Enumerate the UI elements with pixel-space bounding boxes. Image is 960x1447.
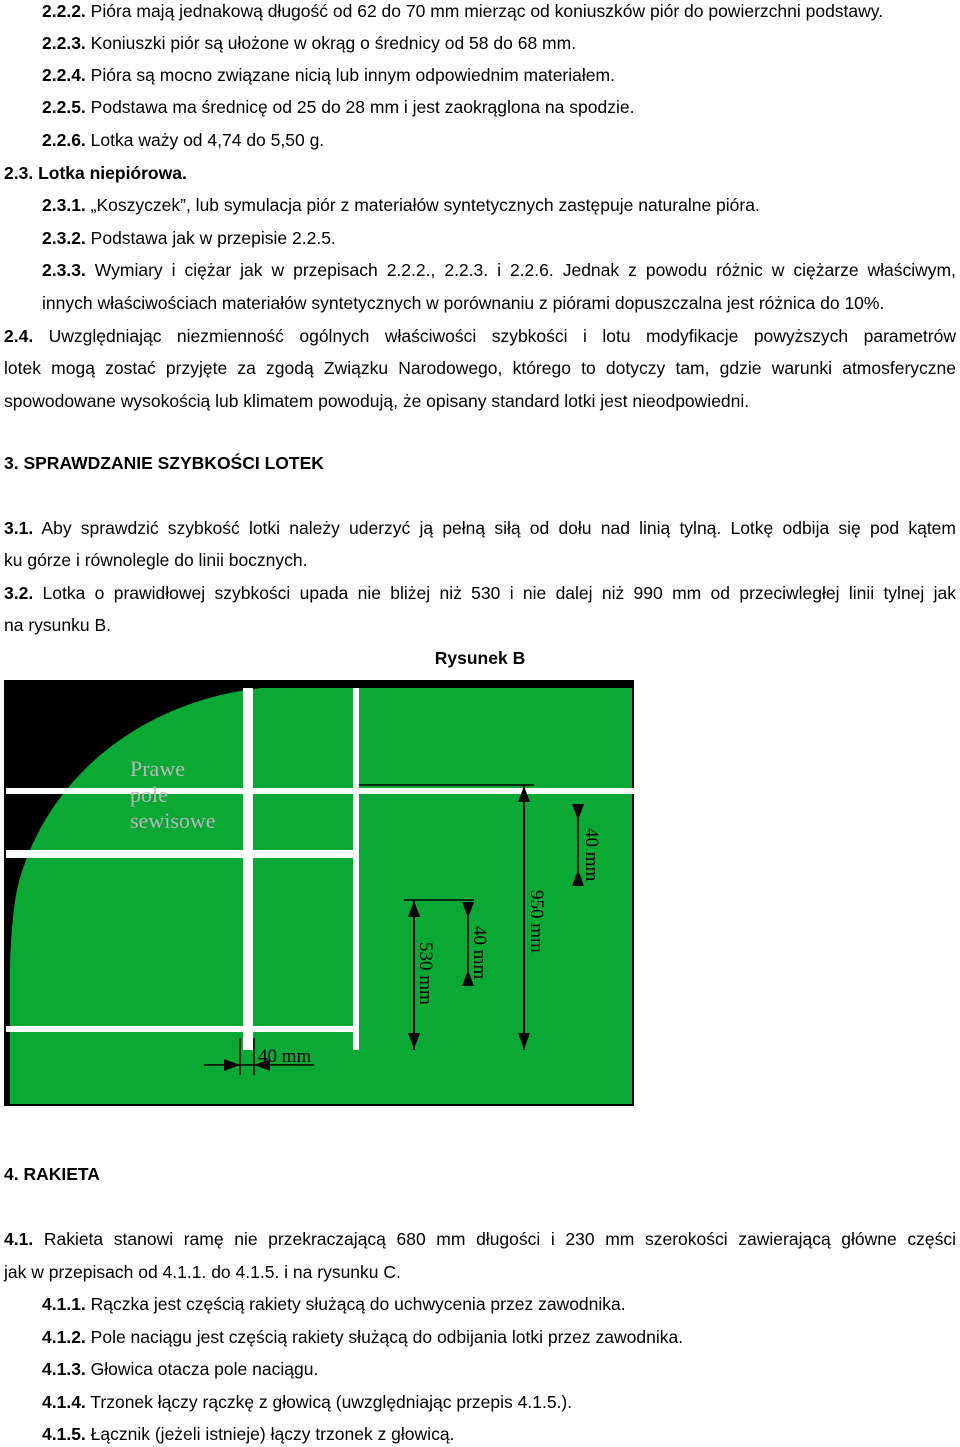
rule-number: 2.3.3. [42,260,86,280]
rule-text: ku górze i równolegle do linii bocznych. [4,550,308,570]
court-label-line1: Prawe [130,756,185,781]
rule-number: 2.2.3. [42,33,86,53]
heading-text: 3. SPRAWDZANIE SZYBKOŚCI LOTEK [4,453,324,473]
rule-3-1-cont [4,549,308,571]
court-label-line3: sewisowe [130,808,216,833]
horizontal-line-bottom [6,1026,356,1032]
rule-text: Lotka waży od 4,74 do 5,50 g. [85,130,325,150]
rule-text: Trzonek łączy rączkę z głowicą (uwzględniając przepis 4.1.5.). [85,1392,573,1412]
rule-text: jak w przepisach od 4.1.1. do 4.1.5. i na rysunku C. [4,1262,401,1282]
heading-text: 4. RAKIETA [4,1164,100,1184]
rule-2-3-2 [42,227,336,249]
rule-number: 2.3.1. [42,195,86,215]
rule-text: „Koszyczek”, lub symulacja piór z materiałów syntetycznych zastępuje naturalne pióra. [85,195,760,215]
rule-number: 2.2.6. [42,130,86,150]
rule-2-2-5 [42,96,634,118]
rule-number: 2.3.2. [42,228,86,248]
rule-2-4-cont-1 [4,357,956,379]
rule-text: Lotka niepiórowa. [33,163,187,183]
rule-2-2-3 [42,32,576,54]
rule-3-1 [4,517,956,539]
rule-text: spowodowane wysokością lub klimatem powodują, że opisany standard lotki jest nieodpowiedni. [4,391,750,411]
rule-number: 2.2.5. [42,97,86,117]
rule-text: Podstawa jak w przepisie 2.2.5. [85,228,336,248]
rule-text: na rysunku B. [4,615,111,635]
dim-40-bottom-label: 40 mm [258,1046,312,1067]
rule-4-1-4 [42,1391,572,1413]
rule-3-2 [4,582,956,604]
rule-text: Głowica otacza pole naciągu. [85,1359,319,1379]
rule-4-1 [4,1228,956,1250]
horizontal-line-mid [6,850,356,858]
rule-4-1-2 [42,1326,683,1348]
rule-number: 4.1.1. [42,1294,86,1314]
rule-number: 4.1.2. [42,1327,86,1347]
rule-2-2-2 [42,0,883,22]
rule-4-1-cont [4,1261,401,1283]
rule-3-2-cont [4,614,111,636]
vertical-line-left [243,688,253,1050]
rule-text: Rakieta stanowi ramę nie przekraczającą 680 mm długości i 230 mm szerokości zawierającą główne części [33,1229,956,1249]
rule-text: Pióra mają jednakową długość od 62 do 70 mm mierząc od koniuszków piór do powierzchni podstawy. [85,1,884,21]
court-label-line2: pole [130,782,168,807]
rule-number: 2.2.2. [42,1,86,21]
rule-2-3-1 [42,194,760,216]
dim-40-top-label: 40 mm [581,828,602,882]
rule-number: 4.1.4. [42,1392,86,1412]
rule-number: 3.1. [4,518,34,538]
rule-2-4 [4,325,956,347]
section-4-heading [4,1163,100,1185]
rule-text: Łącznik (jeżeli istnieje) łączy trzonek z głowicą. [85,1424,455,1444]
rule-text: Koniuszki piór są ułożone w okrąg o średnicy od 58 do 68 mm. [85,33,577,53]
rule-text: innych właściwościach materiałów syntetycznych w porównaniu z piórami dopuszczalna jest różnica do 10%. [42,293,885,313]
rule-2-2-4 [42,64,615,86]
rule-number: 4.1.3. [42,1359,86,1379]
rule-2-2-6 [42,129,324,151]
rule-number: 3.2. [4,583,34,603]
rule-4-1-3 [42,1358,318,1380]
rule-number: 4.1.5. [42,1424,86,1444]
rule-text: Podstawa ma średnicę od 25 do 28 mm i jest zaokrąglona na spodzie. [85,97,635,117]
rule-number: 2.4. [4,326,34,346]
rule-text: Rączka jest częścią rakiety służącą do uchwycenia przez zawodnika. [85,1294,626,1314]
rule-2-3-3 [42,259,956,281]
section-3-heading [4,452,324,474]
figure-caption [0,647,960,669]
dim-950-label: 950 mm [526,890,547,953]
rule-text: Wymiary i ciężar jak w przepisach 2.2.2., 2.2.3. i 2.2.6. Jednak z powodu różnic w ciężarze właściwym, [85,260,956,280]
rule-2-3-3-cont [42,292,884,314]
rule-number: 2.3. [4,163,34,183]
rule-number: 2.2.4. [42,65,86,85]
rule-text: Lotka o prawidłowej szybkości upada nie bliżej niż 530 i nie dalej niż 990 mm od przeciwległej linii tylnej jak [33,583,956,603]
rule-text: Pióra są mocno związane nicią lub innym odpowiednim materiałem. [85,65,615,85]
rule-text: Aby sprawdzić szybkość lotki należy uderzyć ją pełną siłą od dołu nad linią tylną. Lotkę odbija się pod kątem [33,518,956,538]
vertical-line-right [353,688,359,1050]
horizontal-line-top [6,788,634,794]
dim-40-mid-label: 40 mm [469,926,490,980]
rule-2-3 [4,162,187,184]
caption-text: Rysunek B [434,648,526,668]
rule-text: Uwzględniając niezmienność ogólnych właściwości szybkości i lotu modyfikacje powyższych parametrów [33,326,956,346]
rule-4-1-5 [42,1423,454,1445]
rule-number: 4.1. [4,1229,34,1249]
rule-text: Pole naciągu jest częścią rakiety służącą do odbijania lotki przez zawodnika. [85,1327,684,1347]
dim-530-label: 530 mm [415,942,436,1005]
figure-court-diagram [4,680,634,1106]
rule-4-1-1 [42,1293,626,1315]
rule-text: lotek mogą zostać przyjęte za zgodą Związku Narodowego, którego to dotyczy tam, gdzie warunki atmosferyczne [4,358,956,378]
rule-2-4-cont-2 [4,390,749,412]
